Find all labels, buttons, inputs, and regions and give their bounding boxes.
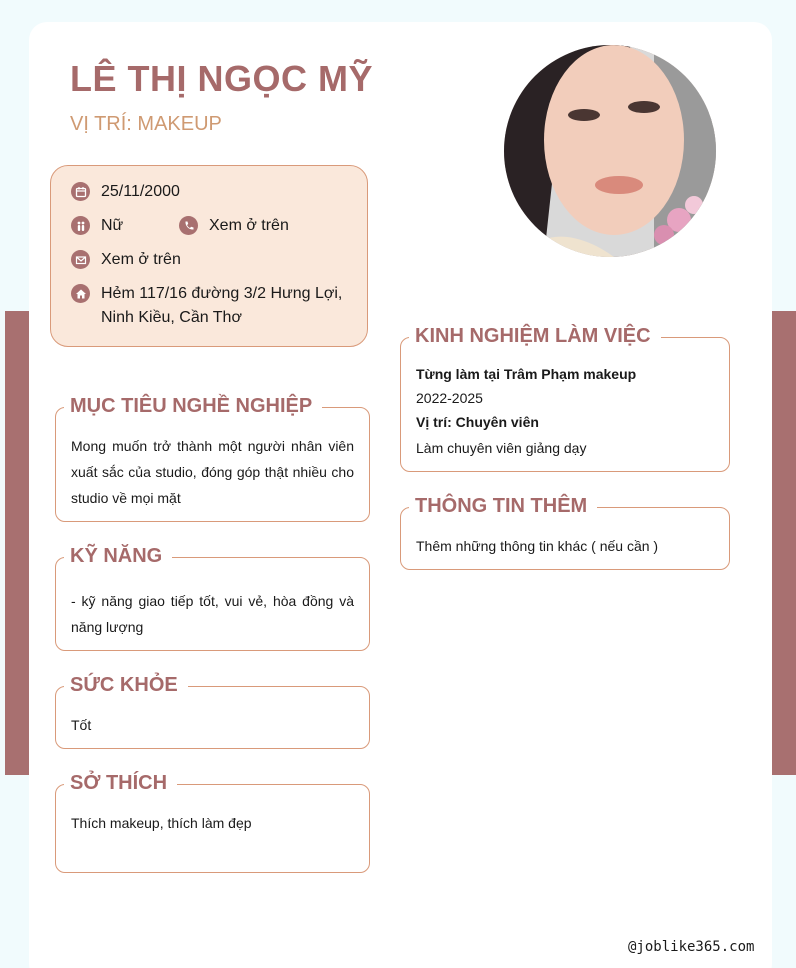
experience-role: Vị trí: Chuyên viên [416,414,539,430]
additional-info-text: Thêm những thông tin khác ( nếu cần ) [416,538,659,554]
home-icon [71,284,90,303]
hobbies-text: Thích makeup, thích làm đẹp [71,815,252,831]
phone-value: Xem ở trên [209,217,289,234]
right-side-band [772,311,796,775]
email-value: Xem ở trên [101,251,181,268]
objective-section [55,395,370,522]
portrait-photo [504,45,716,257]
email-row [71,248,181,272]
experience-title: KINH NGHIỆM LÀM VIỆC [409,322,661,350]
experience-section [400,325,730,472]
watermark: @joblike365.com [628,939,755,955]
gender-row [71,214,123,238]
experience-description: Làm chuyên viên giảng dạy [416,440,587,456]
experience-company: Từng làm tại Trâm Phạm makeup [416,366,637,382]
candidate-name: LÊ THỊ NGỌC MỸ [70,58,373,99]
birthday-value: 25/11/2000 [101,183,180,200]
hobbies-section [55,772,370,873]
job-position: VỊ TRÍ: MAKEUP [70,113,222,135]
left-side-band [5,311,29,775]
phone-icon [179,216,198,235]
experience-period: 2022-2025 [416,390,483,406]
additional-info-section [400,495,730,570]
objective-text: Mong muốn trở thành một người nhân viên xuất sắc của studio, đóng góp thật nhiều cho studio về mọi mặt [71,438,354,506]
gender-icon [71,216,90,235]
birthday-row [71,180,180,204]
skills-section [55,545,370,651]
gender-value: Nữ [101,217,124,234]
health-text: Tốt [71,717,92,733]
phone-row [179,214,289,238]
objective-title: MỤC TIÊU NGHỀ NGHIỆP [64,392,322,420]
mail-icon [71,250,90,269]
health-title: SỨC KHỎE [64,671,188,699]
skills-text: - kỹ năng giao tiếp tốt, vui vẻ, hòa đồng và năng lượng [71,593,354,635]
profile-photo [504,45,716,257]
calendar-icon [71,182,90,201]
experience-body [416,362,714,460]
address-value: Hẻm 117/16 đường 3/2 Hưng Lợi, Ninh Kiều, Cần Thơ [101,285,343,326]
health-section [55,674,370,749]
address-row [71,282,361,330]
hobbies-title: SỞ THÍCH [64,769,177,797]
skills-title: KỸ NĂNG [64,542,172,570]
additional-info-title: THÔNG TIN THÊM [409,492,597,520]
